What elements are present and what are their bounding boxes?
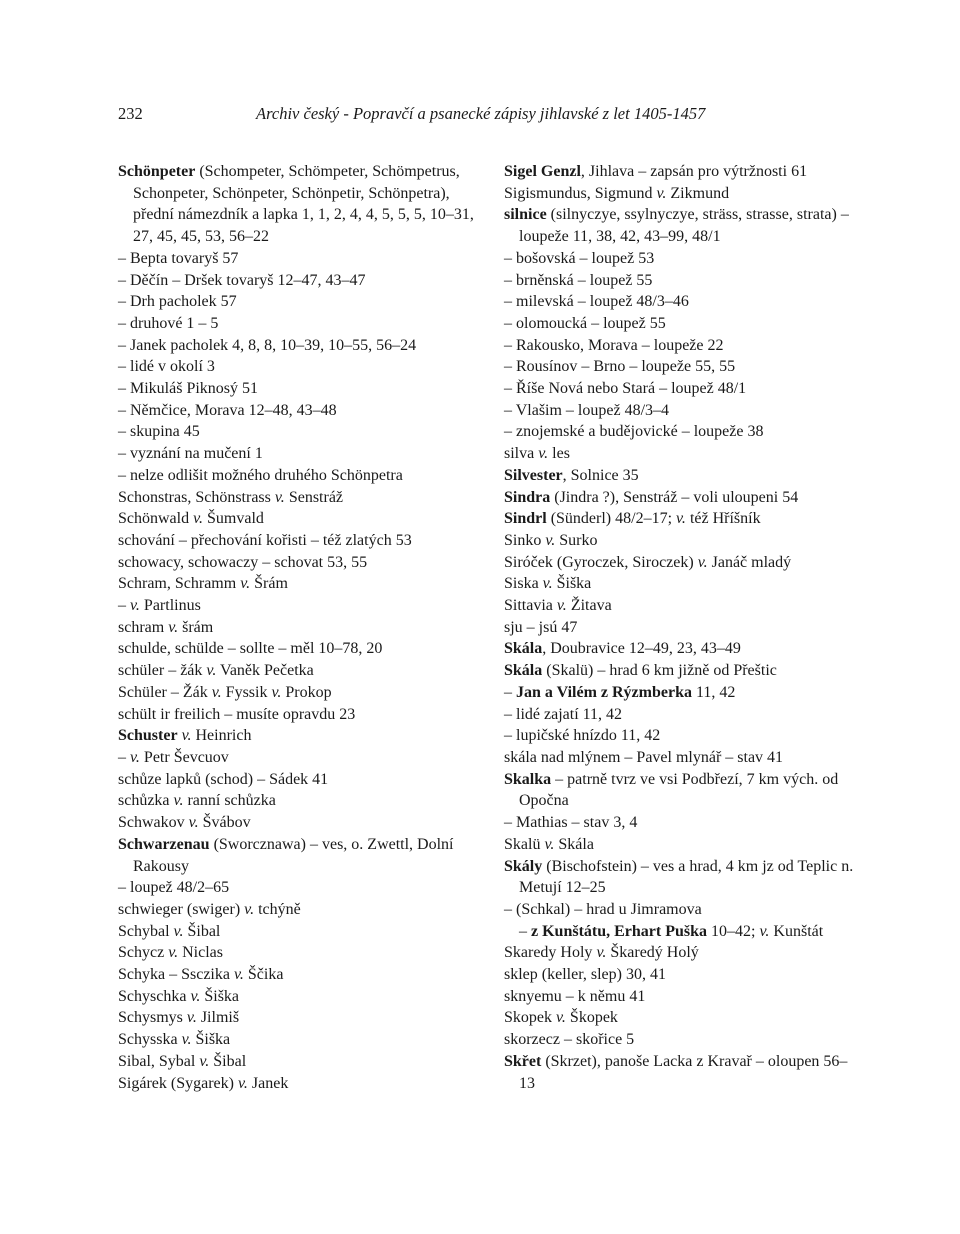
index-entry (504, 270, 854, 292)
entry-text: Schycz (118, 944, 169, 962)
see-reference: v. (596, 944, 607, 962)
index-entry (118, 790, 478, 812)
entry-reference: Jilmiš (196, 1009, 240, 1027)
see-reference: v. (211, 683, 222, 701)
index-entry (504, 530, 854, 552)
entry-text: (Skalü) – hrad 6 km jižně od Přeštic (542, 662, 777, 680)
entry-headword: Skály (504, 857, 543, 875)
entry-reference: Surko (555, 531, 598, 549)
index-entry (118, 443, 478, 465)
running-title: Archiv český - Popravčí a psanecké zápisy jihlavské z let 1405-1457 (256, 104, 706, 123)
entry-headword: Silvester (504, 466, 563, 484)
index-entry (504, 769, 854, 812)
index-entry (118, 508, 478, 530)
see-reference: v. (186, 1009, 197, 1027)
entry-text: skorzecz – skořice 5 (504, 1031, 635, 1049)
entry-reference: tchýně (254, 900, 301, 918)
index-entry (118, 1073, 478, 1095)
index-entry (504, 291, 854, 313)
index-entry (118, 1051, 478, 1073)
entry-text: schram (118, 618, 169, 636)
entry-text: Sittavia (504, 597, 557, 615)
entry-text: Schyschka (118, 987, 191, 1005)
entry-headword: Schönpeter (118, 163, 196, 180)
see-reference: v. (271, 683, 282, 701)
index-column-right (504, 161, 854, 1094)
index-entry (118, 1007, 478, 1029)
index-entry (504, 487, 854, 509)
entry-headword: Sigel Genzl (504, 163, 581, 180)
index-entry (504, 595, 854, 617)
entry-reference: Fyssik (221, 683, 272, 701)
entry-text: schulde, schülde – sollte – měl 10–78, 20 (118, 640, 383, 658)
see-reference: v. (244, 900, 255, 918)
entry-text: – lidé zajatí 11, 42 (504, 705, 623, 723)
index-entry (504, 704, 854, 726)
page-number: 232 (118, 104, 143, 123)
entry-headword: z Kunštátu, Erhart Puška (531, 922, 708, 940)
entry-text: – Rakousko, Morava – loupeže 22 (504, 336, 724, 354)
entry-text: Sigismundus, Sigmund (504, 184, 657, 202)
see-reference: v. (545, 531, 556, 549)
entry-text: – Drh pacholek 57 (118, 293, 237, 311)
index-entry (504, 1007, 854, 1029)
index-entry (504, 1051, 854, 1094)
entry-text: schwieger (swiger) (118, 900, 245, 918)
index-entry (118, 465, 478, 487)
index-entry (504, 682, 854, 704)
index-entry (118, 356, 478, 378)
see-reference: v. (556, 1009, 566, 1027)
entry-text: Schönwald (118, 510, 194, 528)
entry-reference: Švábov (198, 814, 251, 832)
entry-text: (Skrzet), panoše Lacka z Kravař – oloupen 56–13 (519, 1052, 848, 1092)
index-entry (504, 660, 854, 682)
entry-reference: Šrám (250, 575, 288, 593)
index-entry (504, 161, 854, 183)
entry-text: (Bischofstein) – ves a hrad, 4 km jz od Teplic n. Metují 12–25 (519, 857, 854, 897)
entry-text: Schüler – Žák (118, 683, 212, 701)
entry-headword: Skála (504, 662, 543, 680)
entry-text: – olomoucká – loupež 55 (504, 314, 666, 332)
index-entry (118, 1029, 478, 1051)
entry-text: sklep (keller, slep) 30, 41 (504, 966, 666, 984)
entry-text: (Schompeter, Schömpeter, Schömpetrus, Schonpeter, Schönpeter, Schönpetir, Schönpetra), přední námezdník a lapka 1, 1, 2, 4, 4, 5, 5, 5, 10–31, 27, 45, 45, 53, 56–22 (133, 163, 474, 246)
index-entry (504, 183, 854, 205)
see-reference: v. (759, 922, 770, 940)
entry-reference: Janek (247, 1074, 289, 1092)
entry-text: Schybal (118, 922, 174, 940)
see-reference: v. (181, 1031, 192, 1049)
entry-reference: les (548, 445, 570, 463)
see-reference: v. (656, 184, 667, 202)
index-entry (504, 508, 854, 530)
entry-text: – Janek pacholek 4, 8, 8, 10–39, 10–55, 56–24 (118, 336, 417, 354)
entry-text: schowacy, schowaczy – schovat 53, 55 (118, 553, 368, 571)
entry-text: – Říše Nová nebo Stará – loupež 48/1 (504, 380, 747, 398)
index-entry (118, 769, 478, 791)
see-reference: v. (193, 510, 204, 528)
entry-text: Schram, Schramm (118, 575, 241, 593)
see-reference: v. (274, 488, 285, 506)
entry-text: Skaredy Holy (504, 944, 597, 962)
index-entry (118, 378, 478, 400)
index-entry (504, 313, 854, 335)
entry-text: – Němčice, Morava 12–48, 43–48 (118, 401, 337, 419)
index-entry (504, 921, 854, 943)
index-entry (118, 921, 478, 943)
entry-text: schült ir freilich – musíte opravdu 23 (118, 705, 356, 723)
index-entry (118, 682, 478, 704)
entry-text: – druhové 1 – 5 (118, 314, 219, 332)
index-entry (504, 378, 854, 400)
entry-text: – (Schkal) – hrad u Jimramova (504, 900, 702, 918)
entry-text: – bošovská – loupež 53 (504, 249, 655, 267)
entry-reference: též Hříšník (685, 510, 761, 528)
index-entry (118, 899, 478, 921)
entry-headword: Jan a Vilém z Rýzmberka (516, 683, 692, 701)
see-reference: v. (130, 748, 140, 766)
entry-headword: Skalka (504, 770, 552, 788)
entry-reference: Vaněk Pečetka (216, 662, 314, 680)
index-entry (118, 747, 478, 769)
entry-text: schůze lapků (schod) – Sádek 41 (118, 770, 329, 788)
entry-reference: Šiška (191, 1031, 231, 1049)
index-entry (118, 421, 478, 443)
entry-text: (Jindra ?), Senstráž – voli uloupeni 54 (550, 488, 799, 506)
entry-text: – Mikuláš Piknosý 51 (118, 380, 259, 398)
entry-text: – brněnská – loupež 55 (504, 271, 653, 289)
entry-reference: Škaredý Holý (606, 944, 699, 962)
entry-text: Schysska (118, 1031, 182, 1049)
index-entry (118, 660, 478, 682)
entry-text: (silnyczye, ssylnyczye, sträss, strasse, strata) – loupeže 11, 38, 42, 43–99, 48/1 (519, 206, 849, 246)
index-entry (504, 856, 854, 899)
see-reference: v. (240, 575, 251, 593)
entry-text: (Sworcznawa) – ves, o. Zwettl, Dolní Rakousy (133, 835, 454, 875)
entry-reference: Niclas (178, 944, 223, 962)
see-reference: v. (697, 553, 708, 571)
entry-reference: Škopek (565, 1009, 618, 1027)
index-entry (504, 1029, 854, 1051)
index-entry (504, 573, 854, 595)
entry-headword: Schwarzenau (118, 835, 210, 853)
index-entry (504, 812, 854, 834)
index-entry (118, 638, 478, 660)
entry-reference: šrám (178, 618, 214, 636)
entry-text: – vyznání na mučení 1 (118, 445, 263, 463)
index-entry (504, 725, 854, 747)
entry-reference: ranní schůzka (183, 792, 276, 810)
entry-text: skála nad mlýnem – Pavel mlynář – stav 41 (504, 748, 784, 766)
entry-dash: – (519, 922, 531, 940)
entry-text: Siróček (Gyroczek, Siroczek) (504, 553, 698, 571)
index-entry (118, 291, 478, 313)
entry-text: Sibal, Sybal (118, 1052, 200, 1070)
entry-headword: silnice (504, 206, 547, 224)
index-column-left (118, 161, 478, 1094)
see-reference: v. (676, 510, 686, 528)
entry-text: Skalü (504, 835, 545, 853)
entry-text: – (118, 748, 130, 766)
index-entry (118, 812, 478, 834)
index-entry (118, 617, 478, 639)
entry-text: , Solnice 35 (562, 466, 639, 484)
index-entry (504, 443, 854, 465)
index-entry (118, 335, 478, 357)
index-entry (504, 964, 854, 986)
index-entry (504, 552, 854, 574)
index-entry (118, 704, 478, 726)
entry-text: , Doubravice 12–49, 23, 43–49 (542, 640, 741, 658)
index-entry (504, 465, 854, 487)
entry-text: Schysmys (118, 1009, 187, 1027)
entry-text: – lupičské hnízdo 11, 42 (504, 727, 661, 745)
index-entry (504, 248, 854, 270)
index-entry (504, 747, 854, 769)
entry-reference: Zikmund (666, 184, 730, 202)
entry-reference: Skála (554, 835, 594, 853)
entry-reference: Šiška (552, 575, 592, 593)
entry-text: schování – přechování kořisti – též zlatých 53 (118, 531, 412, 549)
see-reference: v. (538, 445, 549, 463)
see-reference: v. (168, 944, 179, 962)
entry-reference: Petr Ševcuov (139, 748, 229, 766)
see-reference: v. (190, 987, 201, 1005)
index-entry (118, 986, 478, 1008)
entry-text: Sigárek (Sygarek) (118, 1074, 238, 1092)
entry-reference: Heinrich (191, 727, 252, 745)
entry-text: (Sünderl) 48/2–17; (546, 510, 677, 528)
see-reference: v. (173, 922, 184, 940)
entry-text: – Bepta tovaryš 57 (118, 249, 239, 267)
see-reference: v. (168, 618, 179, 636)
entry-text: – znojemské a budějovické – loupeže 38 (504, 423, 764, 441)
entry-reference: Senstráž (284, 488, 344, 506)
index-entry (504, 986, 854, 1008)
see-reference: v. (188, 814, 199, 832)
entry-reference: Šibal (183, 922, 221, 940)
entry-text: – milevská – loupež 48/3–46 (504, 293, 689, 311)
entry-text: – nelze odlišit možného druhého Schönpetra (118, 466, 403, 484)
entry-headword: Schuster (118, 727, 178, 745)
index-entry (504, 335, 854, 357)
entry-headword: Sindrl (504, 510, 547, 528)
index-entry (504, 899, 854, 921)
entry-text: – Vlašim – loupež 48/3–4 (504, 401, 670, 419)
index-entry (118, 725, 478, 747)
entry-text: Schyka – Ssczika (118, 966, 234, 984)
index-entry (504, 617, 854, 639)
index-entry (118, 313, 478, 335)
entry-text: Schwakov (118, 814, 189, 832)
entry-text: sknyemu – k němu 41 (504, 987, 646, 1005)
entry-reference: Šiška (200, 987, 240, 1005)
index-entry (504, 834, 854, 856)
see-reference: v. (130, 597, 140, 615)
entry-text: Siska (504, 575, 543, 593)
see-reference: v. (556, 597, 567, 615)
entry-reference: Šibal (209, 1052, 247, 1070)
entry-reference: Prokop (281, 683, 332, 701)
index-entry (504, 204, 854, 247)
entry-headword: Sindra (504, 488, 551, 506)
index-entry (118, 877, 478, 899)
entry-reference: Šumvald (203, 510, 264, 528)
index-entry (118, 834, 478, 877)
entry-text: – Mathias – stav 3, 4 (504, 814, 638, 832)
entry-dash: – (504, 683, 516, 701)
entry-text: sju – jsú 47 (504, 618, 578, 636)
index-entry (504, 638, 854, 660)
index-entry (118, 487, 478, 509)
index-entry (118, 270, 478, 292)
entry-text: 11, 42 (691, 683, 736, 701)
see-reference: v. (199, 1052, 210, 1070)
see-reference: v. (173, 792, 184, 810)
index-entry (504, 400, 854, 422)
see-reference: v. (206, 662, 217, 680)
entry-text: – Rousínov – Brno – loupeže 55, 55 (504, 358, 736, 376)
index-entry (118, 248, 478, 270)
index-entry (118, 530, 478, 552)
index-entry (504, 421, 854, 443)
index-entry (118, 161, 478, 248)
entry-text: – loupež 48/2–65 (118, 879, 230, 897)
entry-headword: Skřet (504, 1052, 542, 1070)
entry-text: silva (504, 445, 539, 463)
index-entry (118, 942, 478, 964)
entry-reference: Kunštát (769, 922, 824, 940)
index-entry (118, 595, 478, 617)
entry-reference: Janáč mladý (707, 553, 792, 571)
entry-headword: Skála (504, 640, 543, 658)
see-reference: v. (233, 966, 244, 984)
entry-text: Skopek (504, 1009, 556, 1027)
entry-text: , Jihlava – zapsán pro výtržnosti 61 (580, 163, 808, 180)
entry-reference: Partlinus (139, 597, 201, 615)
page-header (118, 104, 842, 128)
entry-text: – Děčín – Dršek tovaryš 12–47, 43–47 (118, 271, 366, 289)
entry-text: – (118, 597, 130, 615)
entry-text: schüler – žák (118, 662, 207, 680)
see-reference: v. (181, 727, 192, 745)
entry-text: Sinko (504, 531, 546, 549)
index-entry (118, 964, 478, 986)
index-entry (118, 552, 478, 574)
entry-text: schůzka (118, 792, 174, 810)
entry-reference: Žitava (566, 597, 612, 615)
entry-text: – skupina 45 (118, 423, 200, 441)
entry-text: 10–42; (707, 922, 760, 940)
see-reference: v. (544, 835, 555, 853)
entry-reference: Ščika (243, 966, 284, 984)
entry-text: – lidé v okolí 3 (118, 358, 215, 376)
index-entry (118, 400, 478, 422)
see-reference: v. (542, 575, 553, 593)
index-entry (504, 942, 854, 964)
entry-text: Schonstras, Schönstrass (118, 488, 275, 506)
see-reference: v. (237, 1074, 248, 1092)
entry-text: – patrně tvrz ve vsi Podbřezí, 7 km vých. od Opočna (519, 770, 839, 810)
index-entry (504, 356, 854, 378)
index-entry (118, 573, 478, 595)
